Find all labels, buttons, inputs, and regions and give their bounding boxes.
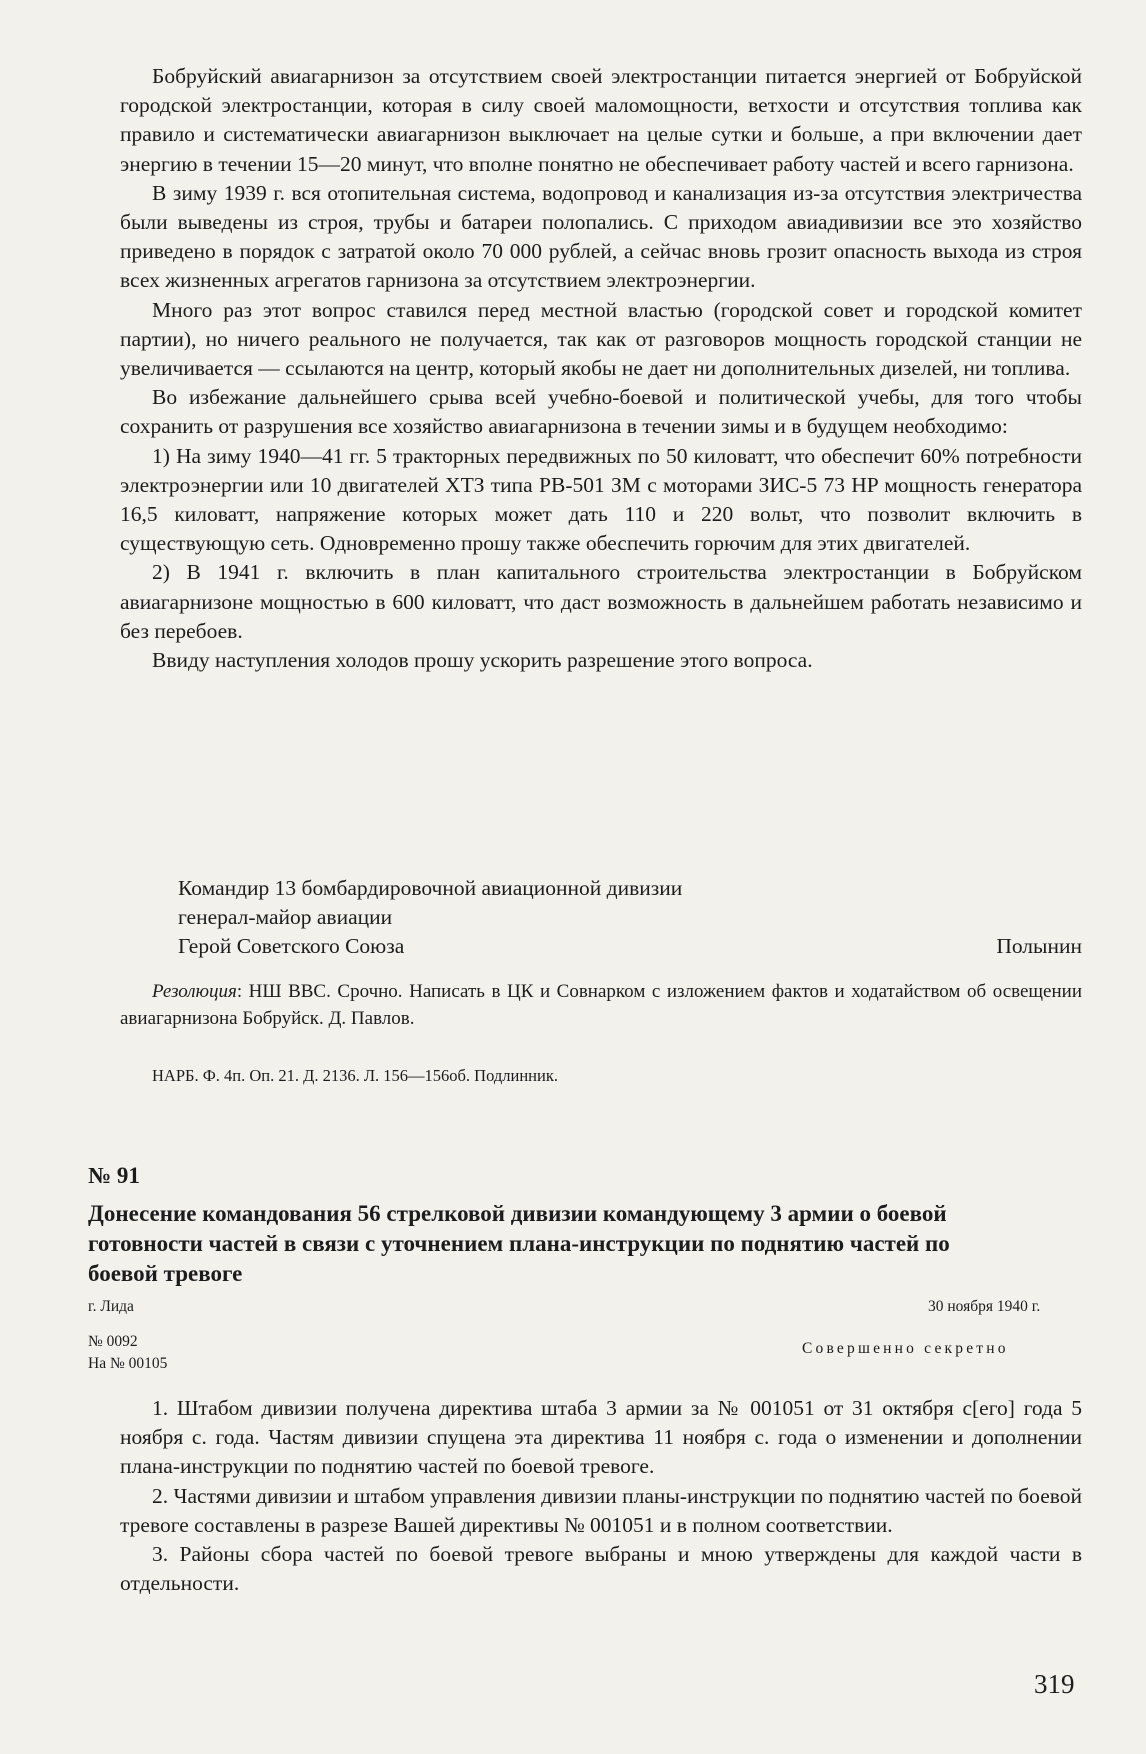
resolution-text: : НШ ВВС. Срочно. Написать в ЦК и Совнарком с изложением фактов и ходатайством об освещении авиагарнизона Бобруйск. Д. Павлов. xyxy=(120,981,1082,1029)
signature-name: Полынин xyxy=(996,934,1082,958)
resolution xyxy=(120,978,1082,1032)
page-number: 319 xyxy=(1034,1669,1075,1699)
signature-block xyxy=(178,874,1082,961)
paragraph: 2. Частями дивизии и штабом управления дивизии планы-инструкции по поднятию частей по боевой тревоге составлены в разрезе Вашей директивы № 001051 и в полном соответствии. xyxy=(120,1483,1082,1537)
paragraph: Бобруйский авиагарнизон за отсутствием своей электростанции питается энергией от Бобруйской городской электростанции, которая в силу своей маломощности, ветхости и отсутствия топлива как правило и систематически авиагарнизон выключает на целые сутки и больше, а при включении дает энергию в течении 15—20 минут, что вполне понятно не обеспечивает работу частей и всего гарнизона. xyxy=(120,64,1082,176)
archive-reference: НАРБ. Ф. 4п. Оп. 21. Д. 2136. Л. 156—156об. Подлинник. xyxy=(152,1066,558,1085)
paragraph: 3. Районы сбора частей по боевой тревоге выбраны и мною утверждены для каждой части в отдельности. xyxy=(120,1542,1082,1596)
classification-stamp: Совершенно секретно xyxy=(802,1340,1009,1357)
resolution-label: Резолюция xyxy=(152,981,237,1002)
signature-rank: генерал-майор авиации xyxy=(178,905,393,929)
document-date: 30 ноября 1940 г. xyxy=(928,1298,1041,1315)
signature-title: Герой Советского Союза xyxy=(178,934,405,958)
reply-number: На № 00105 xyxy=(88,1355,168,1372)
list-item: 1) На зиму 1940—41 гг. 5 тракторных передвижных по 50 киловатт, что обеспечит 60% потребности электроэнергии или 10 двигателей ХТЗ типа РВ-501 ЗМ с моторами ЗИС-5 73 HP мощность генератора 16,5 киловатт, напряжение которых может дать 110 и 220 вольт, что позволит включить в существующую сеть. Одновременно прошу также обеспечить горючим для этих двигателей. xyxy=(120,443,1082,556)
signature-position: Командир 13 бомбардировочной авиационной дивизии xyxy=(178,876,683,900)
document-text xyxy=(120,1394,1082,1598)
paragraph: Много раз этот вопрос ставился перед местной властью (городской совет и городской комитет партии), но ничего реального не получается, так как от разговоров мощность городской станции не увеличивается — ссылаются на центр, который якобы не дает ни дополнительных дизелей, ни топлива. xyxy=(120,297,1082,381)
document-number: № 91 xyxy=(88,1163,140,1188)
outgoing-number: № 0092 xyxy=(88,1333,138,1350)
document-place: г. Лида xyxy=(88,1298,134,1315)
list-item: 2) В 1941 г. включить в план капитального строительства электростанции в Бобруйском авиагарнизоне мощностью в 600 киловатт, что даст возможность в дальнейшем работать независимо и без перебоев. xyxy=(120,560,1082,643)
paragraph: Во избежание дальнейшего срыва всей учебно-боевой и политической учебы, для того чтобы сохранить от разрушения все хозяйство авиагарнизона в течении зимы и в будущем необходимо: xyxy=(120,385,1082,439)
continuation-text xyxy=(120,62,1082,675)
paragraph: Ввиду наступления холодов прошу ускорить разрешение этого вопроса. xyxy=(152,648,813,673)
document-title: Донесение командования 56 стрелковой дивизии командующему 3 армии о боевой готовности частей в связи с уточнением плана-инструкции по поднятию частей по боевой тревоге xyxy=(88,1201,950,1286)
paragraph: В зиму 1939 г. вся отопительная система, водопровод и канализация из-за отсутствия электричества были выведены из строя, трубы и батареи полопались. С приходом авиадивизии все это хозяйство приведено в порядок с затратой около 70 000 рублей, а сейчас вновь грозит опасность выхода из строя всех жизненных агрегатов гарнизона за отсутствием электроэнергии. xyxy=(120,180,1082,293)
paragraph: 1. Штабом дивизии получена директива штаба 3 армии за № 001051 от 31 октября с[его] года 5 ноября с. года. Частям дивизии спущена эта директива 11 ноября с. года о изменении и дополнении плана-инструкции по поднятию частей по боевой тревоге. xyxy=(120,1396,1082,1479)
